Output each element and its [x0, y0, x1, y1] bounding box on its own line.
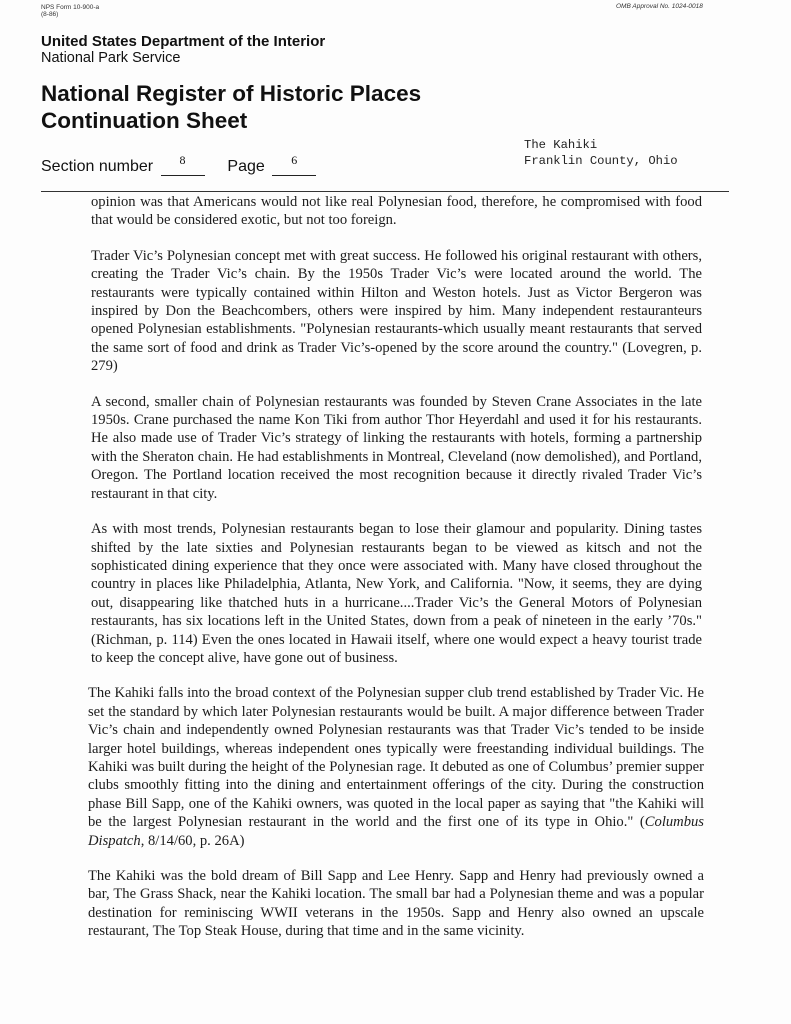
section-page-line	[41, 153, 316, 176]
paragraph: The Kahiki was the bold dream of Bill Sapp and Lee Henry. Sapp and Henry had previously owned a bar, The Grass Shack, near the Kahiki location. The small bar had a Polynesian theme and was a popular destination for reminiscing WWII veterans in the 1950s. Sapp and Henry also owned an upscale restaurant, The Top Steak House, during that time and in the same vicinity.	[88, 868, 704, 940]
property-name: The Kahiki	[524, 138, 598, 152]
document-body	[88, 193, 704, 958]
header-divider	[41, 191, 729, 192]
title-line-1: National Register of Historic Places	[41, 81, 422, 106]
page-title	[41, 80, 421, 134]
page-label: Page	[227, 158, 265, 175]
omb-approval: OMB Approval No. 1024-0018	[616, 3, 703, 10]
title-line-2: Continuation Sheet	[41, 108, 248, 133]
department-name: United States Department of the Interior	[41, 33, 326, 50]
paragraph: opinion was that Americans would not like real Polynesian food, therefore, he compromised with food that would be considered exotic, but not too foreign.	[91, 194, 702, 229]
section-number-label: Section number	[41, 158, 154, 175]
property-location: Franklin County, Ohio	[524, 153, 678, 168]
paragraph: The Kahiki falls into the broad context of the Polynesian supper club trend established by Trader Vic. He set the standard by which later Polynesian restaurants would be built. A major difference between Trader Vic’s chain and independently owned Polynesian restaurants was that Trader Vic’s tended to be inside larger hotel buildings, whereas independent ones typically were freestanding individual buildings. The Kahiki was built during the height of the Polynesian rage. It debuted as one of Columbus’ premier supper clubs smoothly fitting into the dining and entertainment offerings of the city. During the construction phase Bill Sapp, one of the Kahiki owners, was quoted in the local paper as saying that "the Kahiki will be the largest Polynesian restaurant in the world and the first one of its type in Ohio." (Columbus Dispatch, 8/14/60, p. 26A)	[88, 685, 704, 849]
paragraph: A second, smaller chain of Polynesian restaurants was founded by Steven Crane Associates in the late 1950s. Crane purchased the name Kon Tiki from author Thor Heyerdahl and used it for his restaurants. He also made use of Trader Vic’s strategy of linking the restaurants with hotels, forming a partnership with the Sheraton chain. He had establishments in Montreal, Cleveland (now demolished), and Portland, Oregon. The Portland location received the most recognition because it directly rivaled Trader Vic’s restaurant in that city.	[91, 393, 702, 502]
form-identifier	[41, 4, 99, 18]
property-info	[524, 138, 678, 169]
section-number-field: 8	[161, 159, 205, 176]
paragraph: As with most trends, Polynesian restaurants began to lose their glamour and popularity. Dining tastes shifted by the late sixties and Polynesian restaurants began to be viewed as kitsch and not the sophisticated dining experience that they once were associated with. Many have closed throughout the country in places like Philadelphia, Atlanta, New York, and California. "Now, it seems, they are dying out, disappearing like thatched huts in a hurricane....Trader Vic’s the General Motors of Polynesian restaurants, has six locations left in the United States, down from a peak of nineteen in the early ’70s." (Richman, p. 114) Even the ones located in Hawaii itself, where one would expect a heavy tourist trade to keep the concept alive, have gone out of business.	[91, 521, 702, 666]
citation-source: Columbus Dispatch	[88, 814, 704, 849]
form-date: (8-86)	[41, 11, 59, 18]
form-number: NPS Form 10-900-a	[41, 4, 100, 11]
agency-name: National Park Service	[41, 50, 181, 66]
page-number-field: 6	[272, 159, 316, 176]
paragraph: Trader Vic’s Polynesian concept met with great success. He followed his original restaurant with others, creating the Trader Vic’s chain. By the 1950s Trader Vic’s were located around the world. The restaurants were typically contained within Hilton and Weston hotels. Just as Victor Bergeron was inspired by Don the Beachcombers, others were inspired by him. Many independent restauranteurs opened Polynesian establishments. "Polynesian restaurants-which usually meant restaurants that served the same sort of food and drink as Trader Vic’s-opened by the score around the country." (Lovegren, p. 279)	[91, 247, 702, 375]
